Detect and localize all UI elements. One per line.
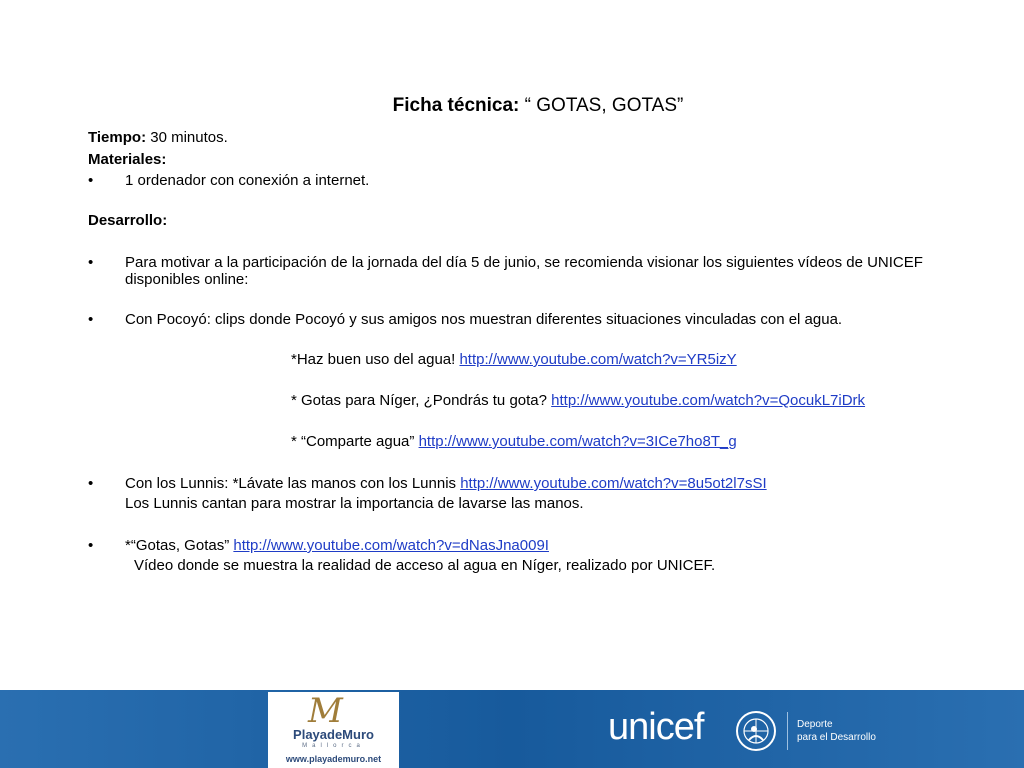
bullet: • <box>88 254 94 271</box>
video-text: *Haz buen uso del agua! <box>291 351 460 368</box>
deporte-line: Deporte <box>797 719 833 730</box>
playademuro-sub: Mallorca <box>302 743 365 749</box>
tiempo-value: 30 minutos. <box>146 129 228 146</box>
unicef-emblem-icon <box>735 710 777 752</box>
desarrollo-line: para el Desarrollo <box>797 732 876 743</box>
materiales-label: Materiales: <box>88 151 167 168</box>
video-text: * “Comparte agua” <box>291 433 419 450</box>
title-label: Ficha técnica: <box>392 95 520 116</box>
footer-divider <box>787 712 788 750</box>
playademuro-name: PlayadeMuro <box>293 727 374 742</box>
video-item <box>291 432 737 451</box>
tiempo-label: Tiempo: <box>88 129 147 146</box>
playademuro-logo <box>268 692 399 768</box>
lunnis-line <box>125 474 767 493</box>
page-title <box>0 94 1024 118</box>
bullet: • <box>88 537 94 554</box>
pocoyo-text: Con Pocoyó: clips donde Pocoyó y sus amigos nos muestran diferentes situaciones vinculadas con el agua. <box>125 311 843 328</box>
desarrollo-intro: Para motivar a la participación de la jornada del día 5 de junio, se recomienda visionar los siguientes vídeos de UNICEF <box>125 254 923 271</box>
bullet: • <box>88 311 94 328</box>
lunnis-link[interactable]: http://www.youtube.com/watch?v=8u5ot2l7sSI <box>460 475 767 492</box>
bullet: • <box>88 475 94 492</box>
gotas-desc: Vídeo donde se muestra la realidad de acceso al agua en Níger, realizado por UNICEF. <box>134 557 716 574</box>
lunnis-text: Con los Lunnis: *Lávate las manos con los Lunnis <box>125 475 461 492</box>
lunnis-desc: Los Lunnis cantan para mostrar la importancia de lavarse las manos. <box>125 495 584 512</box>
bullet: • <box>88 172 94 189</box>
playademuro-m-icon: M <box>308 691 343 731</box>
video-link[interactable]: http://www.youtube.com/watch?v=3ICe7ho8T_g <box>418 433 737 450</box>
gotas-line <box>125 536 549 555</box>
desarrollo-intro-cont: disponibles online: <box>125 271 249 288</box>
video-link[interactable]: http://www.youtube.com/watch?v=YR5izY <box>459 351 737 368</box>
video-link[interactable]: http://www.youtube.com/watch?v=QocukL7iDrk <box>551 392 866 409</box>
tiempo-line <box>88 128 228 147</box>
video-item <box>291 391 865 410</box>
deporte-text <box>797 718 876 744</box>
unicef-logo-text: unicef <box>608 706 704 748</box>
footer-bar <box>0 690 1024 768</box>
title-name: “ GOTAS, GOTAS” <box>519 95 684 116</box>
desarrollo-label: Desarrollo: <box>88 212 168 229</box>
playademuro-url: www.playademuro.net <box>285 754 382 764</box>
gotas-text: *“Gotas, Gotas” <box>125 537 234 554</box>
materiales-item: 1 ordenador con conexión a internet. <box>125 172 370 189</box>
gotas-link[interactable]: http://www.youtube.com/watch?v=dNasJna009I <box>233 537 549 554</box>
video-text: * Gotas para Níger, ¿Pondrás tu gota? <box>291 392 552 409</box>
video-item <box>291 350 737 369</box>
